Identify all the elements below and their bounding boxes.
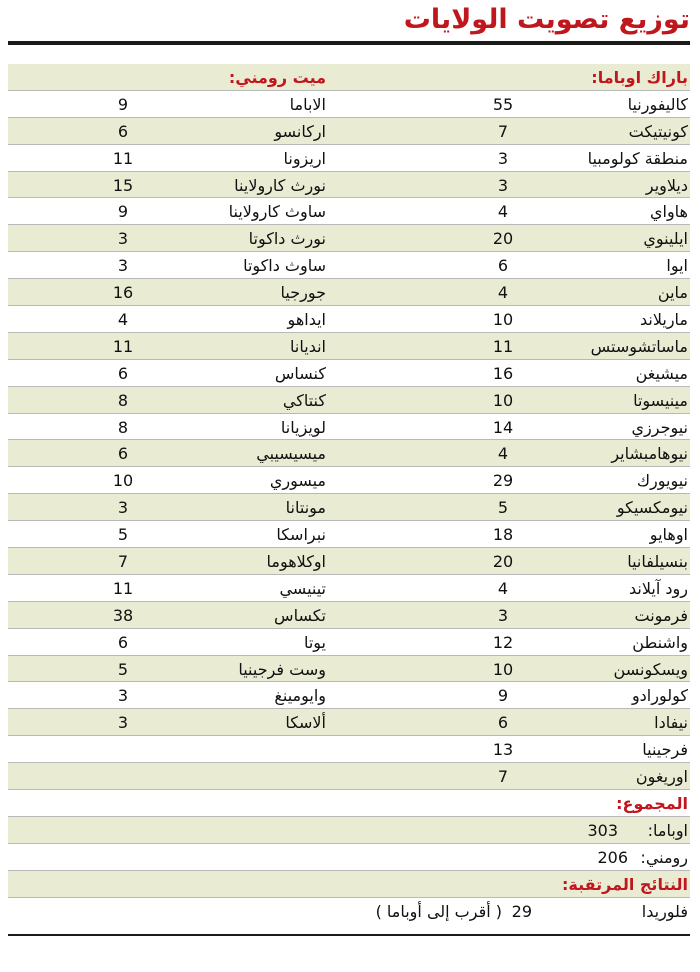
obama-state-name: كولورادو xyxy=(631,686,688,706)
table-row xyxy=(8,682,690,709)
obama-state-name: ايلينوي xyxy=(643,229,688,249)
table-row xyxy=(8,225,690,252)
romney-state-name: تكساس xyxy=(274,605,326,625)
obama-state-name: اوريغون xyxy=(635,767,688,787)
obama-state-name: كاليفورنيا xyxy=(627,94,688,114)
romney-state-name: الاباما xyxy=(289,94,326,114)
totals-obama-value: 303 xyxy=(587,820,618,840)
romney-state-name: نورث كارولاينا xyxy=(234,175,326,195)
obama-state-name: منطقة كولومبيا xyxy=(587,148,688,168)
obama-state-name: فرمونت xyxy=(634,605,688,625)
expected-header: النتائج المرتقبة: xyxy=(562,874,688,894)
table-row xyxy=(8,279,690,306)
page-title: توزيع تصويت الولايات xyxy=(403,4,690,35)
obama-state-name: ميشيغن xyxy=(635,363,688,383)
obama-state-votes: 3 xyxy=(497,175,509,195)
obama-state-name: ديلاوير xyxy=(645,175,688,195)
romney-state-votes: 3 xyxy=(117,498,129,518)
obama-state-votes: 4 xyxy=(497,202,509,222)
romney-header: ميت رومني: xyxy=(228,68,326,87)
romney-state-votes xyxy=(103,763,143,789)
obama-state-name: رود آيلاند xyxy=(629,578,688,598)
romney-state-name: نورث داكوتا xyxy=(248,229,326,249)
state-rows xyxy=(8,91,690,790)
table-row xyxy=(8,709,690,736)
romney-state-name: مونتانا xyxy=(285,498,326,518)
expected-header-row xyxy=(8,871,690,898)
table-row xyxy=(8,467,690,494)
obama-state-name: نيفادا xyxy=(654,713,688,733)
romney-state-name: اريزونا xyxy=(283,148,326,168)
expected-state: فلوريدا xyxy=(641,901,688,921)
romney-state-votes: 11 xyxy=(112,578,134,598)
totals-obama-label: اوباما: xyxy=(647,820,688,840)
obama-state-name: ماساتشوستس xyxy=(590,336,688,356)
romney-state-name: كنساس xyxy=(274,363,326,383)
expected-note: ( أقرب إلى أوباما ) xyxy=(375,901,502,921)
obama-state-name: ماريلاند xyxy=(639,310,688,330)
obama-state-name: نيوهامبشاير xyxy=(611,444,688,464)
romney-state-votes: 15 xyxy=(112,175,134,195)
romney-state-name: ايداهو xyxy=(287,310,326,330)
table-row xyxy=(8,118,690,145)
obama-state-name: فرجينيا xyxy=(642,740,688,760)
totals-header-row xyxy=(8,790,690,817)
obama-state-votes: 10 xyxy=(492,659,514,679)
obama-state-votes: 13 xyxy=(492,740,514,760)
obama-state-name: ايوا xyxy=(666,256,688,276)
table-row xyxy=(8,763,690,790)
romney-state-votes: 5 xyxy=(117,659,129,679)
obama-state-votes: 6 xyxy=(497,713,509,733)
romney-state-name: يوتا xyxy=(303,632,326,652)
table-row xyxy=(8,306,690,333)
romney-state-votes xyxy=(103,736,143,762)
romney-state-votes: 6 xyxy=(117,363,129,383)
table-row xyxy=(8,172,690,199)
romney-state-name: وست فرجينيا xyxy=(238,659,326,679)
romney-state-name: ألاسكا xyxy=(285,713,326,733)
romney-state-votes: 3 xyxy=(117,713,129,733)
table-row xyxy=(8,575,690,602)
romney-state-votes: 3 xyxy=(117,686,129,706)
romney-state-votes: 3 xyxy=(117,229,129,249)
romney-state-name: جورجيا xyxy=(280,283,326,303)
obama-state-votes: 14 xyxy=(492,417,514,437)
romney-state-name: ساوث كارولاينا xyxy=(228,202,326,222)
romney-state-votes: 10 xyxy=(112,471,134,491)
totals-romney-row xyxy=(8,844,690,871)
totals-romney-value: 206 xyxy=(597,847,628,867)
table-row xyxy=(8,360,690,387)
table-row xyxy=(8,548,690,575)
obama-state-votes: 20 xyxy=(492,229,514,249)
romney-state-name: اوكلاهوما xyxy=(266,552,326,572)
obama-state-votes: 10 xyxy=(492,310,514,330)
vote-table xyxy=(8,64,690,925)
obama-state-votes: 4 xyxy=(497,283,509,303)
table-row xyxy=(8,333,690,360)
obama-state-votes: 7 xyxy=(497,121,509,141)
romney-state-votes: 38 xyxy=(112,605,134,625)
table-row xyxy=(8,602,690,629)
obama-state-votes: 4 xyxy=(497,444,509,464)
obama-state-votes: 11 xyxy=(492,336,514,356)
obama-state-votes: 3 xyxy=(497,148,509,168)
obama-state-votes: 55 xyxy=(492,94,514,114)
table-row xyxy=(8,198,690,225)
romney-state-name: انديانا xyxy=(290,336,326,356)
romney-state-name: نبراسكا xyxy=(276,525,326,545)
obama-state-votes: 9 xyxy=(497,686,509,706)
romney-state-votes: 8 xyxy=(117,417,129,437)
table-row xyxy=(8,656,690,683)
table-row xyxy=(8,91,690,118)
table-row xyxy=(8,494,690,521)
romney-state-votes: 9 xyxy=(117,94,129,114)
table-row xyxy=(8,629,690,656)
table-header-row xyxy=(8,64,690,91)
table-row xyxy=(8,440,690,467)
romney-state-name: كنتاكي xyxy=(282,390,326,410)
romney-state-votes: 8 xyxy=(117,390,129,410)
obama-state-votes: 29 xyxy=(492,471,514,491)
totals-obama-row xyxy=(8,817,690,844)
romney-state-name: ميسوري xyxy=(269,471,326,491)
title-divider xyxy=(8,41,690,45)
romney-state-votes: 6 xyxy=(117,632,129,652)
table-row xyxy=(8,387,690,414)
expected-votes: 29 xyxy=(511,901,532,921)
romney-state-name: تينيسي xyxy=(279,578,326,598)
table-row xyxy=(8,521,690,548)
table-row xyxy=(8,736,690,763)
obama-state-votes: 3 xyxy=(497,605,509,625)
bottom-divider xyxy=(8,934,690,936)
obama-state-votes: 10 xyxy=(492,390,514,410)
romney-state-votes: 3 xyxy=(117,256,129,276)
obama-state-votes: 16 xyxy=(492,363,514,383)
obama-state-name: اوهايو xyxy=(649,525,688,545)
obama-state-votes: 5 xyxy=(497,498,509,518)
romney-state-name: وايومينغ xyxy=(274,686,326,706)
romney-state-votes: 11 xyxy=(112,336,134,356)
romney-state-votes: 6 xyxy=(117,121,129,141)
obama-state-name: ويسكونسن xyxy=(613,659,688,679)
obama-state-votes: 4 xyxy=(497,578,509,598)
obama-state-votes: 12 xyxy=(492,632,514,652)
obama-state-votes: 18 xyxy=(492,525,514,545)
obama-state-name: نيوجرزي xyxy=(631,417,688,437)
obama-state-name: نيويورك xyxy=(636,471,688,491)
romney-state-votes: 9 xyxy=(117,202,129,222)
obama-header: باراك اوباما: xyxy=(591,68,688,87)
romney-state-name: ساوث داكوتا xyxy=(243,256,326,276)
obama-state-name: ماين xyxy=(657,283,688,303)
obama-state-name: كونيتيكت xyxy=(628,121,688,141)
obama-state-name: بنسيلفانيا xyxy=(627,552,688,572)
romney-state-votes: 6 xyxy=(117,444,129,464)
romney-state-votes: 5 xyxy=(117,525,129,545)
romney-state-votes: 7 xyxy=(117,552,129,572)
romney-state-name: اركانسو xyxy=(274,121,326,141)
obama-state-name: نيومكسيكو xyxy=(616,498,688,518)
totals-romney-label: رومني: xyxy=(640,847,688,867)
romney-state-votes: 11 xyxy=(112,148,134,168)
obama-state-name: هاواي xyxy=(649,202,688,222)
obama-state-name: واشنطن xyxy=(632,632,688,652)
obama-state-votes: 20 xyxy=(492,552,514,572)
obama-state-votes: 7 xyxy=(497,767,509,787)
totals-header: المجموع: xyxy=(616,794,688,814)
table-row xyxy=(8,145,690,172)
romney-state-votes: 4 xyxy=(117,310,129,330)
obama-state-votes: 6 xyxy=(497,256,509,276)
romney-state-votes: 16 xyxy=(112,283,134,303)
obama-state-name: مينيسوتا xyxy=(633,390,688,410)
table-row xyxy=(8,252,690,279)
expected-row xyxy=(8,898,690,925)
romney-state-name: لويزيانا xyxy=(280,417,326,437)
romney-state-name: ميسيسيبي xyxy=(256,444,326,464)
table-row xyxy=(8,414,690,441)
